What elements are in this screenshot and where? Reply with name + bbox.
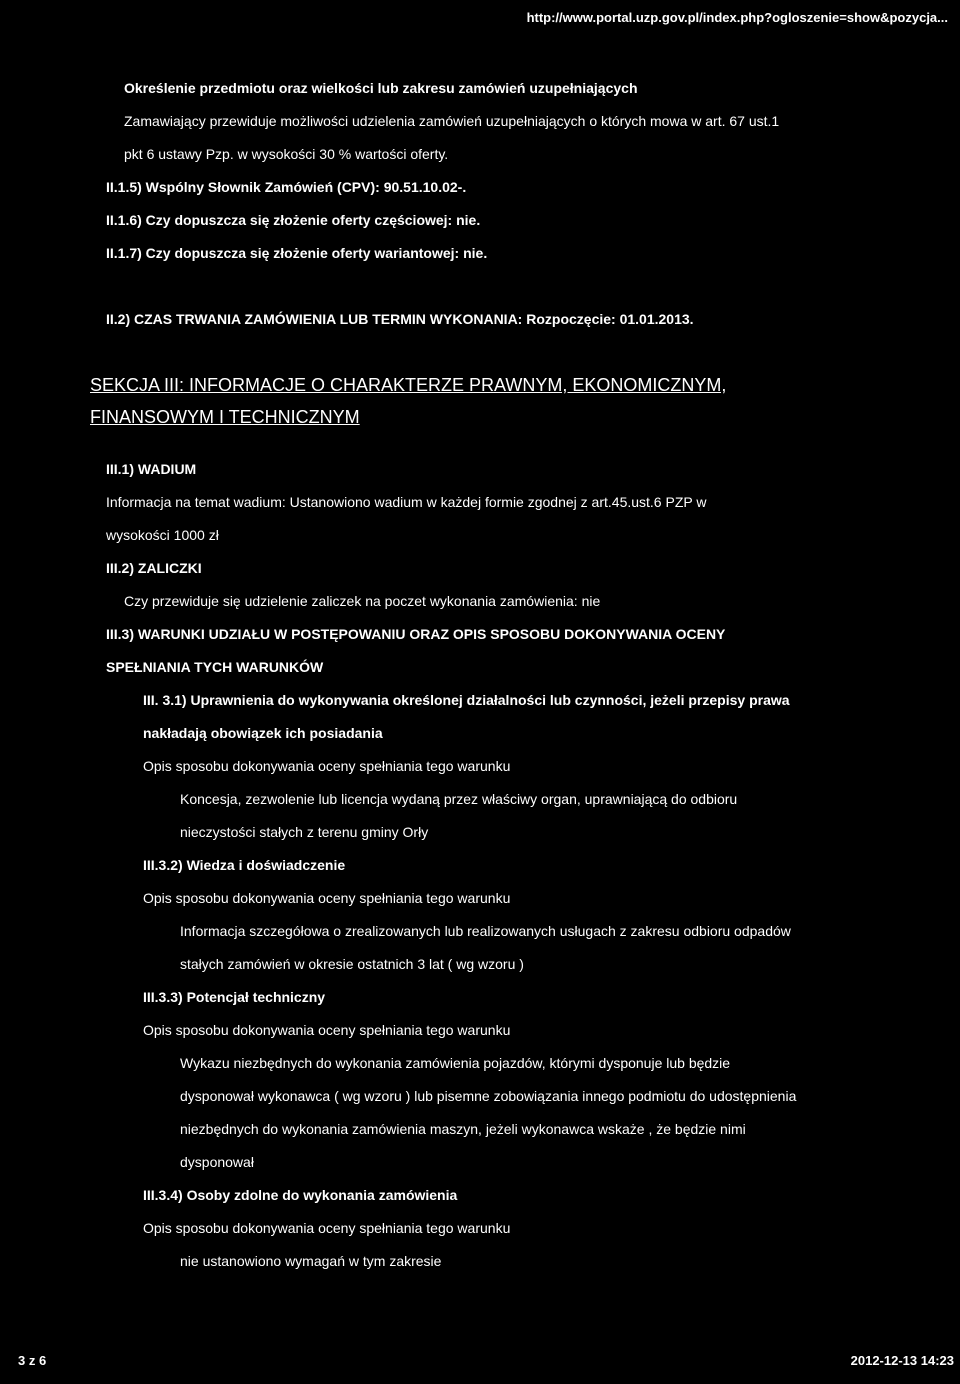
paragraph-text: niezbędnych do wykonania zamówienia maszyn, jeżeli wykonawca wskaże , że będzie nimi	[180, 1121, 746, 1137]
item-variant-offer: II.1.7) Czy dopuszcza się złożenie oferty wariantowej: nie.	[106, 245, 488, 261]
paragraph-text: Wykazu niezbędnych do wykonania zamówienia pojazdów, którymi dysponuje lub będzie	[180, 1055, 731, 1071]
item-partial-offer: II.1.6) Czy dopuszcza się złożenie oferty częściowej: nie.	[106, 212, 481, 228]
paragraph-text: Informacja szczegółowa o zrealizowanych lub realizowanych usługach z zakresu odbioru odpadów	[180, 923, 791, 939]
paragraph-text: stałych zamówień w okresie ostatnich 3 lat ( wg wzoru )	[180, 956, 524, 972]
item-cpv: II.1.5) Wspólny Słownik Zamówień (CPV): 90.51.10.02-.	[106, 179, 467, 195]
paragraph-text: dysponował	[180, 1154, 254, 1170]
paragraph-text: Zamawiający przewiduje możliwości udzielenia zamówień uzupełniających o których mowa w art. 67 ust.1	[124, 113, 780, 129]
page-url: http://www.portal.uzp.gov.pl/index.php?ogloszenie=show&pozycja...	[526, 10, 948, 25]
subheading-persons: III.3.4) Osoby zdolne do wykonania zamówienia	[143, 1187, 458, 1203]
paragraph-text: nie ustanowiono wymagań w tym zakresie	[180, 1253, 442, 1269]
heading-zaliczki: III.2) ZALICZKI	[106, 560, 202, 576]
heading-conditions: III.3) WARUNKI UDZIAŁU W POSTĘPOWANIU ORAZ OPIS SPOSOBU DOKONYWANIA OCENY	[106, 626, 726, 642]
print-datetime: 2012-12-13 14:23	[850, 1353, 954, 1368]
paragraph-text: dysponował wykonawca ( wg wzoru ) lub pisemne zobowiązania innego podmiotu do udostępnienia	[180, 1088, 797, 1104]
section-title-line-2: FINANSOWYM I TECHNICZNYM	[90, 407, 360, 427]
paragraph-text: Koncesja, zezwolenie lub licencja wydaną przez właściwy organ, uprawniającą do odbioru	[180, 791, 738, 807]
paragraph-text: Czy przewiduje się udzielenie zaliczek na poczet wykonania zamówienia: nie	[124, 593, 601, 609]
paragraph-text: Opis sposobu dokonywania oceny spełniania tego warunku	[143, 1022, 511, 1038]
section-heading-supplementary-orders: Określenie przedmiotu oraz wielkości lub zakresu zamówień uzupełniających	[124, 80, 638, 96]
subheading-technical: III.3.3) Potencjał techniczny	[143, 989, 326, 1005]
paragraph-text: nieczystości stałych z terenu gminy Orły	[180, 824, 429, 840]
subheading-experience: III.3.2) Wiedza i doświadczenie	[143, 857, 346, 873]
paragraph-text: wysokości 1000 zł	[106, 527, 219, 543]
paragraph-text: pkt 6 ustawy Pzp. w wysokości 30 % wartości oferty.	[124, 146, 449, 162]
item-duration: II.2) CZAS TRWANIA ZAMÓWIENIA LUB TERMIN WYKONANIA: Rozpoczęcie: 01.01.2013.	[106, 311, 694, 327]
paragraph-text: Opis sposobu dokonywania oceny spełniania tego warunku	[143, 1220, 511, 1236]
heading-wadium: III.1) WADIUM	[106, 461, 197, 477]
paragraph-text: Opis sposobu dokonywania oceny spełniania tego warunku	[143, 758, 511, 774]
heading-conditions-cont: SPEŁNIANIA TYCH WARUNKÓW	[106, 659, 324, 675]
section-title-line-1: SEKCJA III: INFORMACJE O CHARAKTERZE PRAWNYM, EKONOMICZNYM,	[90, 375, 727, 395]
subheading-permissions: III. 3.1) Uprawnienia do wykonywania określonej działalności lub czynności, jeżeli przepisy prawa	[143, 692, 790, 708]
paragraph-text: Opis sposobu dokonywania oceny spełniania tego warunku	[143, 890, 511, 906]
paragraph-text: Informacja na temat wadium: Ustanowiono wadium w każdej formie zgodnej z art.45.ust.6 PZP w	[106, 494, 707, 510]
page-number: 3 z 6	[18, 1353, 47, 1368]
subheading-permissions-cont: nakładają obowiązek ich posiadania	[143, 725, 383, 741]
